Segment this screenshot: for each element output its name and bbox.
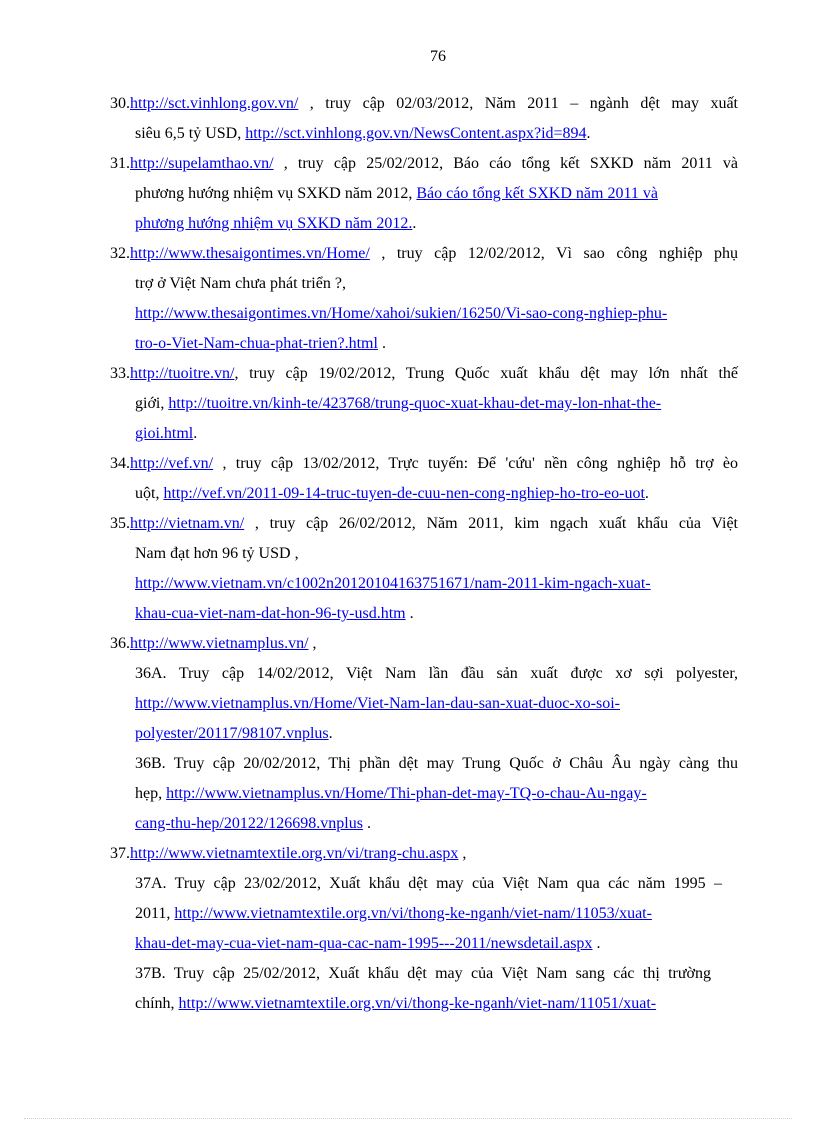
reference-37b-line-2: chính, http://www.vietnamtextile.org.vn/vi/thong-ke-nganh/viet-nam/11051/xuat- [135, 995, 657, 1012]
reference-37a-line-1: 37A. Truy cập 23/02/2012, Xuất khẩu dệt may của Việt Nam qua các năm 1995 – [135, 875, 722, 892]
reference-34-link-article[interactable]: http://vef.vn/2011-09-14-truc-tuyen-de-cuu-nen-cong-nghiep-ho-tro-eo-uot [163, 485, 645, 502]
reference-36a-link[interactable]: http://www.vietnamplus.vn/Home/Viet-Nam-lan-dau-san-xuat-duoc-xo-soi- [135, 695, 620, 712]
reference-32-link-site[interactable]: http://www.thesaigontimes.vn/Home/ [130, 245, 370, 262]
reference-37a-link-cont[interactable]: khau-det-may-cua-viet-nam-qua-cac-nam-1995---2011/newsdetail.aspx [135, 935, 593, 952]
reference-35-line-3 [135, 574, 651, 594]
reference-37-line-1: 37.http://www.vietnamtextile.org.vn/vi/trang-chu.aspx , [110, 845, 467, 862]
reference-36-link-site[interactable]: http://www.vietnamplus.vn/ [130, 635, 309, 652]
reference-35-link-site[interactable]: http://vietnam.vn/ [130, 515, 245, 532]
reference-37a-line-2: 2011, http://www.vietnamtextile.org.vn/vi/thong-ke-nganh/viet-nam/11053/xuat- [135, 905, 652, 922]
reference-30-link-article[interactable]: http://sct.vinhlong.gov.vn/NewsContent.aspx?id=894 [245, 125, 587, 142]
reference-34-line-1: 34.http://vef.vn/ , truy cập 13/02/2012, Trực tuyến: Để 'cứu' nền công nghiệp hỗ trợ èo [110, 455, 738, 472]
reference-31-line-2: phương hướng nhiệm vụ SXKD năm 2012, Báo cáo tổng kết SXKD năm 2011 và [135, 185, 658, 202]
reference-36b-link-cont[interactable]: cang-thu-hep/20122/126698.vnplus [135, 815, 363, 832]
reference-36a-link-cont[interactable]: polyester/20117/98107.vnplus [135, 725, 329, 742]
reference-33-link-site[interactable]: http://tuoitre.vn/ [130, 365, 235, 382]
reference-33-line-1: 33.http://tuoitre.vn/, truy cập 19/02/2012, Trung Quốc xuất khẩu dệt may lớn nhất thế [110, 365, 738, 382]
reference-33-line-2: giới, http://tuoitre.vn/kinh-te/423768/trung-quoc-xuat-khau-det-may-lon-nhat-the- [135, 395, 662, 412]
reference-36-line-1: 36.http://www.vietnamplus.vn/ , [110, 635, 317, 652]
reference-35-line-1: 35.http://vietnam.vn/ , truy cập 26/02/2012, Năm 2011, kim ngạch xuất khẩu của Việt [110, 515, 738, 532]
reference-32-line-2: trợ ở Việt Nam chưa phát triển ?, [135, 275, 346, 292]
reference-37-link-site[interactable]: http://www.vietnamtextile.org.vn/vi/trang-chu.aspx [130, 845, 459, 862]
reference-36a-line-3: polyester/20117/98107.vnplus. [135, 725, 333, 742]
reference-35-line-2: Nam đạt hơn 96 tỷ USD , [135, 545, 299, 562]
reference-30-link-site[interactable]: http://sct.vinhlong.gov.vn/ [130, 95, 299, 112]
reference-34-line-2: uột, http://vef.vn/2011-09-14-truc-tuyen-de-cuu-nen-cong-nghiep-ho-tro-eo-uot. [135, 485, 649, 502]
reference-36b-line-1: 36B. Truy cập 20/02/2012, Thị phần dệt may Trung Quốc ở Châu Âu ngày càng thu [135, 755, 738, 772]
reference-37a-line-3: khau-det-may-cua-viet-nam-qua-cac-nam-1995---2011/newsdetail.aspx . [135, 935, 601, 952]
reference-32-line-3 [135, 304, 667, 324]
reference-36a-line-2 [135, 694, 620, 714]
reference-31-link-article-cont[interactable]: phương hướng nhiệm vụ SXKD năm 2012. [135, 215, 413, 232]
reference-33-line-3: gioi.html. [135, 425, 198, 442]
reference-33-link-article[interactable]: http://tuoitre.vn/kinh-te/423768/trung-quoc-xuat-khau-det-may-lon-nhat-the- [168, 395, 662, 412]
reference-31-line-1: 31.http://supelamthao.vn/ , truy cập 25/02/2012, Báo cáo tổng kết SXKD năm 2011 và [110, 155, 738, 172]
reference-31-line-3: phương hướng nhiệm vụ SXKD năm 2012.. [135, 215, 417, 232]
reference-30-line-2: siêu 6,5 tỷ USD, http://sct.vinhlong.gov.vn/NewsContent.aspx?id=894. [135, 125, 591, 142]
reference-35-line-4: khau-cua-viet-nam-dat-hon-96-ty-usd.htm . [135, 605, 414, 622]
reference-31-link-article[interactable]: Báo cáo tổng kết SXKD năm 2011 và [416, 185, 658, 202]
reference-33-link-article-cont[interactable]: gioi.html [135, 425, 194, 442]
reference-37b-line-1: 37B. Truy cập 25/02/2012, Xuất khẩu dệt may của Việt Nam sang các thị trường [135, 965, 711, 982]
reference-32-line-1: 32.http://www.thesaigontimes.vn/Home/ , truy cập 12/02/2012, Vì sao công nghiệp phụ [110, 245, 738, 262]
reference-36b-line-2: hẹp, http://www.vietnamplus.vn/Home/Thi-phan-det-may-TQ-o-chau-Au-ngay- [135, 785, 647, 802]
reference-37a-link[interactable]: http://www.vietnamtextile.org.vn/vi/thong-ke-nganh/viet-nam/11053/xuat- [174, 905, 652, 922]
reference-31-link-site[interactable]: http://supelamthao.vn/ [130, 155, 274, 172]
reference-32-line-4: tro-o-Viet-Nam-chua-phat-trien?.html . [135, 335, 386, 352]
page-number: 76 [430, 48, 446, 65]
reference-37b-link[interactable]: http://www.vietnamtextile.org.vn/vi/thong-ke-nganh/viet-nam/11051/xuat- [178, 995, 657, 1012]
reference-36a-line-1: 36A. Truy cập 14/02/2012, Việt Nam lần đầu sản xuất được xơ sợi polyester, [135, 665, 738, 682]
reference-34-link-site[interactable]: http://vef.vn/ [130, 455, 214, 472]
reference-35-link-article[interactable]: http://www.vietnam.vn/c1002n20120104163751671/nam-2011-kim-ngach-xuat- [135, 575, 651, 592]
reference-36b-line-3: cang-thu-hep/20122/126698.vnplus . [135, 815, 371, 832]
reference-32-link-article[interactable]: http://www.thesaigontimes.vn/Home/xahoi/sukien/16250/Vi-sao-cong-nghiep-phu- [135, 305, 668, 322]
reference-32-link-article-cont[interactable]: tro-o-Viet-Nam-chua-phat-trien?.html [135, 335, 378, 352]
page-bottom-rule [24, 1118, 792, 1119]
reference-36b-link[interactable]: http://www.vietnamplus.vn/Home/Thi-phan-det-may-TQ-o-chau-Au-ngay- [166, 785, 647, 802]
reference-35-link-article-cont[interactable]: khau-cua-viet-nam-dat-hon-96-ty-usd.htm [135, 605, 406, 622]
reference-30-line-1: 30.http://sct.vinhlong.gov.vn/ , truy cập 02/03/2012, Năm 2011 – ngành dệt may xuất [110, 95, 738, 112]
